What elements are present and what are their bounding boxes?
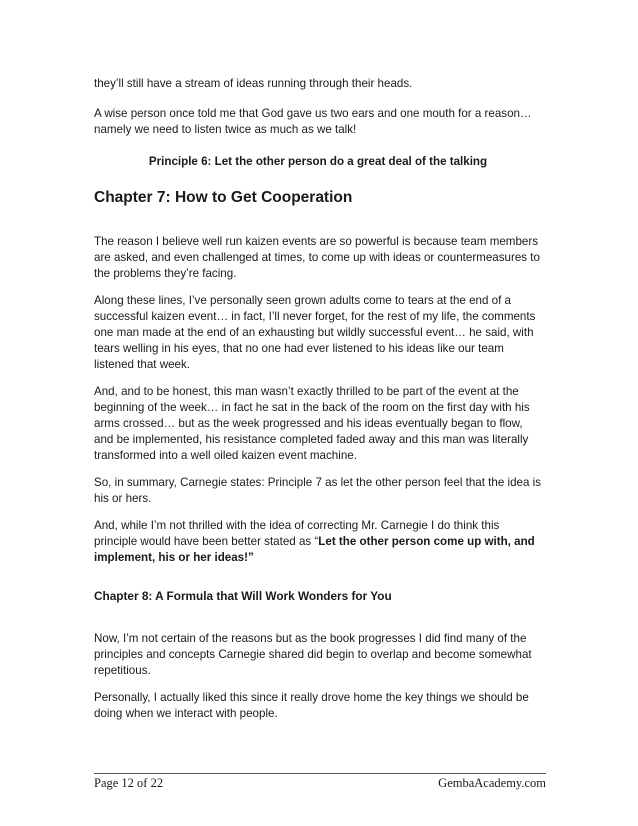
principle-7-text: Principle 7 as let the other person feel that the idea is his or hers. (94, 476, 542, 505)
chapter-8-title: Chapter 8: A Formula that Will Work Wonders for You (94, 589, 392, 603)
summary-lead: So, in summary, Carnegie states: (94, 476, 268, 489)
page-number: Page 12 of 22 (94, 776, 164, 790)
paragraph: And, and to be honest, this man wasn’t exactly thrilled to be part of the event at the beginning of the week… in fact he sat in the back of the room on the first day with his arms crossed… but as the week progressed and his ideas eventually began to flow, and be implemented, his resistance completed faded away and this man was literally transformed into a well oiled kaizen event machine. (94, 385, 530, 462)
paragraph: Personally, I actually liked this since it really drove home the key things we should be doing when we interact with people. (94, 691, 529, 720)
paragraph: Now, I’m not certain of the reasons but as the book progresses I did find many of the principles and concepts Carnegie shared did begin to overlap and become somewhat repetitious. (94, 632, 532, 677)
correction-paragraph (94, 518, 542, 566)
summary-paragraph (94, 475, 542, 507)
page-footer (94, 773, 546, 791)
paragraph: they’ll still have a stream of ideas running through their heads. (94, 77, 413, 90)
paragraph: A wise person once told me that God gave us two ears and one mouth for a reason… namely we need to listen twice as much as we talk! (94, 107, 532, 136)
correction-bold: Let the other person come up with, and implement, his or her ideas!” (94, 535, 535, 564)
paragraph: Along these lines, I’ve personally seen grown adults come to tears at the end of a successful kaizen event… in fact, I’ll never forget, for the rest of my life, the comments one man made at the end of an exhausting but wildly successful event… he said, with tears welling in his eyes, that no one had ever listened to his ideas like our team listened that week. (94, 294, 536, 371)
chapter-7-title: Chapter 7: How to Get Cooperation (94, 189, 353, 206)
site-name: GembaAcademy.com (438, 776, 546, 790)
correction-lead: And, while I’m not thrilled with the idea of correcting Mr. Carnegie I do think this principle would have been better stated as “ (94, 519, 500, 548)
paragraph: The reason I believe well run kaizen events are so powerful is because team members are asked, and even challenged at times, to come up with ideas or countermeasures to the problems they’re facing. (94, 235, 540, 280)
document-page (94, 76, 542, 722)
principle-6-heading: Principle 6: Let the other person do a great deal of the talking (148, 155, 488, 168)
